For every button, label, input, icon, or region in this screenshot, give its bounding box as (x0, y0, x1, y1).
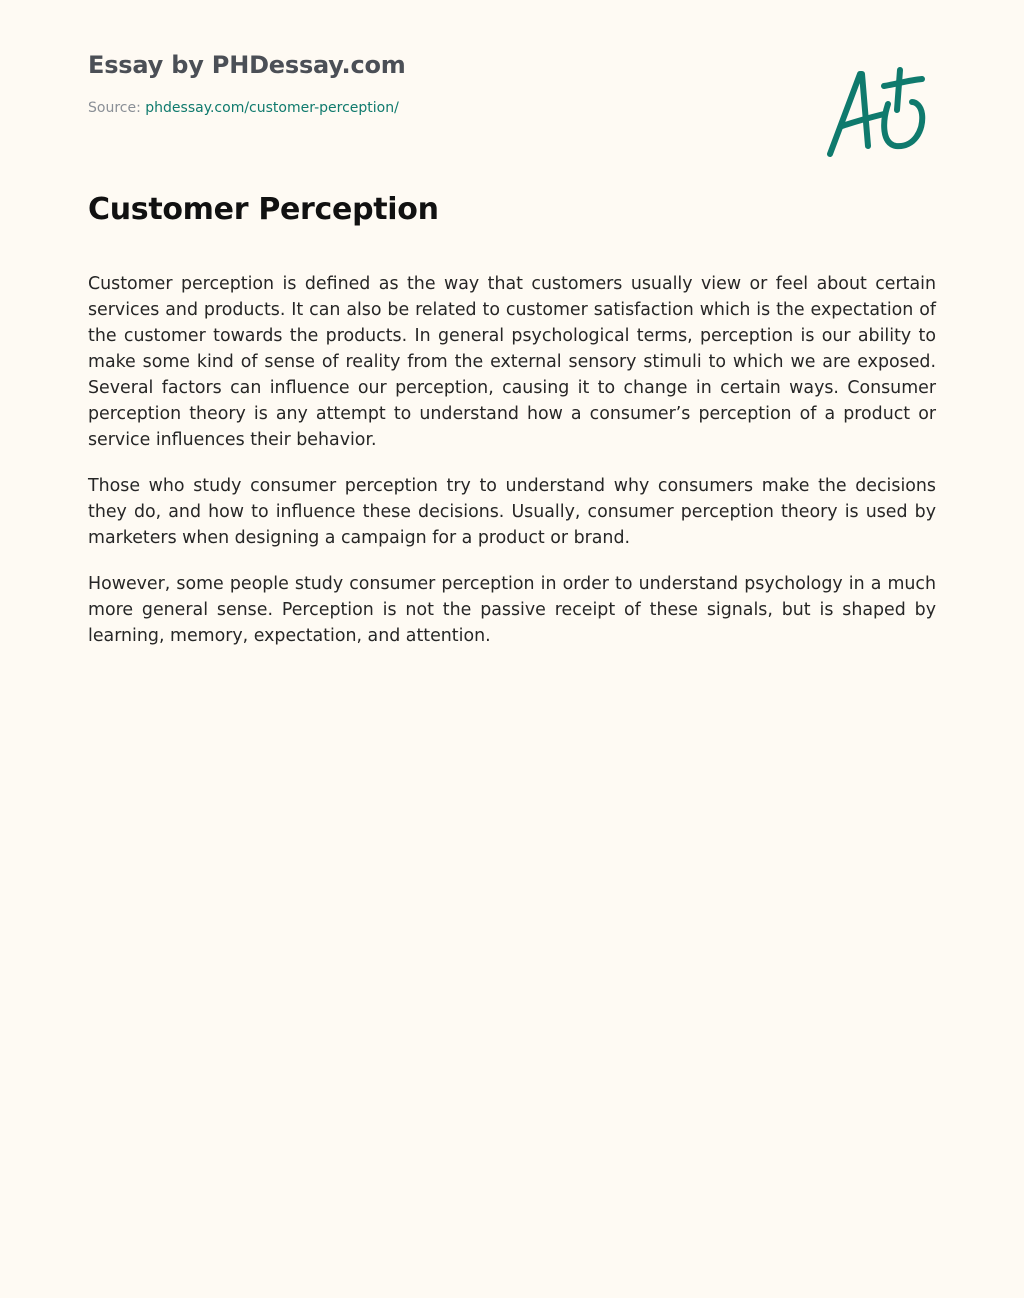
source-label: Source: (88, 100, 141, 116)
essay-body (88, 271, 936, 669)
essay-paragraph: Those who study consumer perception try to understand why consumers make the decisions they do, and how to influence these decisions. Usually, consumer perception theory is used by marketers when designing a campaign for a product or brand. (88, 476, 936, 548)
essay-title: Customer Perception (88, 192, 439, 227)
source-link[interactable]: phdessay.com/customer-perception/ (145, 100, 399, 116)
essay-paragraph: Customer perception is defined as the way that customers usually view or feel about certain services and products. It can also be related to customer satisfaction which is the expectation of the customer towards the products. In general psychological terms, perception is our ability to make some kind of sense of reality from the external sensory stimuli to which we are exposed. Several factors can influence our perception, causing it to change in certain ways. Consumer perception theory is any attempt to understand how a consumer’s perception of a product or service influences their behavior. (88, 274, 936, 450)
a-plus-grade-icon (822, 64, 926, 160)
essay-paragraph: However, some people study consumer perception in order to understand psychology in a much more general sense. Perception is not the passive receipt of these signals, but is shaped by learning, memory, expectation, and attention. (88, 574, 936, 646)
page-header (88, 48, 788, 118)
source-line (88, 98, 788, 118)
site-title: Essay by PHDessay.com (88, 51, 406, 79)
